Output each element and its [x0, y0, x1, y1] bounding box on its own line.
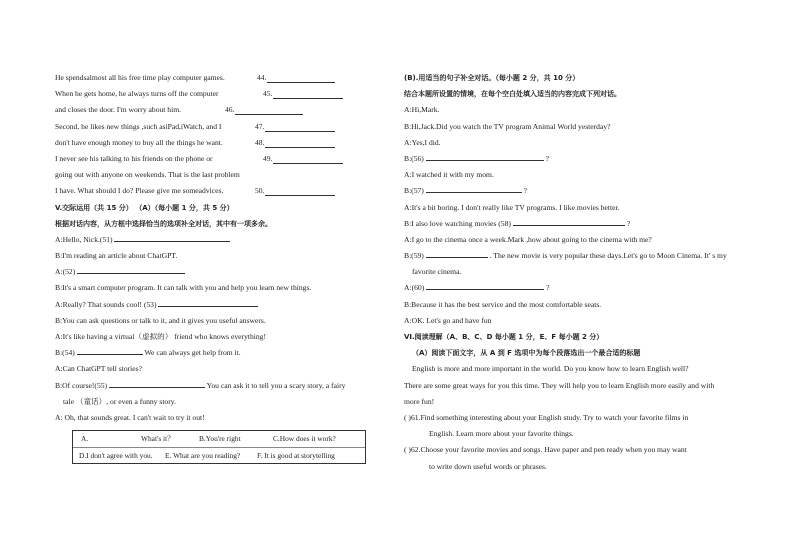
- q50-text: I have. What should I do? Please give me someadvices.: [55, 186, 224, 196]
- option-a-text: What's it？: [141, 434, 175, 443]
- right-column: [404, 70, 744, 475]
- options-row-2: [73, 448, 365, 464]
- going-out-text: going out with anyone on weekends. That is the last problem: [55, 170, 240, 180]
- dialog-line-2: B:I'm reading an article about ChatGPT.: [55, 251, 178, 261]
- dialog-line-9: A:Can ChatGPT tell stories?: [55, 364, 142, 374]
- q45-blank[interactable]: [273, 89, 343, 99]
- r-60-q: ?: [546, 283, 550, 293]
- option-b: B.You're right: [199, 434, 241, 443]
- dialog-line-12: A: Oh, that sounds great. I can't wait to try it out!: [55, 412, 205, 422]
- blank-53[interactable]: [158, 297, 258, 307]
- passage-line-1: English is more and more important in the world. Do you know how to learn English well?: [412, 364, 689, 374]
- left-column: [55, 70, 385, 426]
- dialog-line-51: [55, 232, 385, 248]
- options-box: [72, 430, 366, 464]
- dialog-line-7: A:It's like having a virtual（虚拟的） friend who knows everything!: [55, 332, 267, 341]
- blank-59[interactable]: [426, 248, 488, 258]
- r-line-59: [404, 248, 744, 264]
- q61-line-1: ( )61.Find something interesting about your English study. Try to watch your favorite films in: [404, 412, 689, 422]
- option-d: D.I don't agree with you.: [79, 451, 153, 460]
- section-b-instructions: 结合本题所设置的情境，在每个空白处填入适当的内容完成下列对话。: [404, 90, 621, 99]
- dialog-line-54: [55, 345, 385, 361]
- option-c: C.How does it work?: [273, 434, 336, 443]
- r-line-58: [404, 216, 744, 232]
- r-56-text: B:(56): [404, 153, 424, 163]
- blank-54[interactable]: [77, 345, 143, 355]
- q49-text: I never see his talking to his friends on the phone or: [55, 153, 213, 163]
- blank-51[interactable]: [114, 232, 230, 242]
- r-line-9: A:I go to the cinema once a week.Mark ,how about going to the cinema with me?: [404, 234, 652, 244]
- dialog-53-text: A:Really? That sounds cool! (53): [55, 299, 157, 309]
- q48-text: don't have enough money to buy all the things he want.: [55, 137, 223, 147]
- r-line-3: A:Yes,I did.: [404, 137, 441, 147]
- q44-row: [55, 70, 385, 86]
- option-a: A.: [81, 434, 89, 443]
- r-60-text: A:(60): [404, 283, 425, 293]
- r-line-57: [404, 183, 744, 199]
- blank-57[interactable]: [426, 183, 522, 193]
- q45-number: 45.: [263, 89, 273, 99]
- r-line-1: A:Hi,Mark.: [404, 105, 440, 115]
- section-6-subtitle: （A）阅读下面文字，从 A 到 F 选项中为每个段落选出一个最合适的标题: [412, 349, 641, 358]
- q48-number: 48.: [255, 137, 265, 147]
- q62-line-1: ( )62.Choose your favorite movies and songs. Have paper and pen ready when you may want: [404, 445, 687, 455]
- q50-row: [55, 183, 385, 199]
- r-line-11: favorite cinema.: [412, 267, 462, 277]
- q46-blank[interactable]: [235, 105, 303, 115]
- dialog-line-4: B:It's a smart computer program. It can talk with you and help you learn new things.: [55, 283, 312, 293]
- option-e: E. What are you reading?: [165, 451, 241, 460]
- passage-line-2: There are some great ways for you this time. They will help you to learn English more easily and with: [404, 380, 715, 390]
- r-56-q: ?: [545, 153, 550, 163]
- q46-row: [55, 102, 385, 118]
- dialog-line-6: B:You can ask questions or talk to it, and it gives you useful answers.: [55, 315, 266, 325]
- q48-row: [55, 135, 385, 151]
- q44-text: He spendsalmost all his free time play computer games.: [55, 73, 225, 82]
- q44-blank[interactable]: [267, 73, 335, 83]
- section-5-title: V.交际运用（共 15 分） （A）（每小题 1 分，共 5 分）: [55, 203, 234, 212]
- blank-60[interactable]: [426, 280, 544, 290]
- q45-text: When he gets home, he always turns off the computer: [55, 89, 219, 99]
- r-line-7: A:It's a bit boring. I don't really like TV programs. I like movies better.: [404, 202, 620, 212]
- blank-55[interactable]: [109, 378, 205, 388]
- q62-line-2: to write down useful words or phrases.: [429, 461, 547, 471]
- r-line-2: B:Hi,Jack.Did you watch the TV program Animal World yesterday?: [404, 121, 611, 131]
- r-line-60: [404, 280, 744, 296]
- q47-blank[interactable]: [265, 122, 335, 132]
- q61-line-2: English. Learn more about your favorite things.: [429, 429, 574, 439]
- dialog-51-text: A:Hello, Nick.(51): [55, 234, 113, 244]
- r-57-text: B:(57): [404, 186, 424, 196]
- dialog-54-text: B:(54): [55, 348, 75, 358]
- q47-text: Second, he likes new things ,such asiPad,iWatch, and I: [55, 121, 222, 131]
- dialog-54-tail: We can always get help from it.: [144, 348, 241, 358]
- q47-row: [55, 119, 385, 135]
- r-57-q: ?: [523, 186, 528, 196]
- dialog-52-text: A:(52): [55, 267, 76, 277]
- q50-blank[interactable]: [265, 186, 335, 196]
- q45-row: [55, 86, 385, 102]
- q49-row: [55, 151, 385, 167]
- q47-number: 47.: [255, 121, 265, 131]
- section-5-instructions: 根据对话内容，从方框中选择恰当的选项补全对话，其中有一项多余。: [55, 219, 272, 228]
- option-f: F. It is good at storytelling: [257, 451, 335, 460]
- options-row-1: [73, 431, 365, 448]
- dialog-line-11: tale （童话）, or even a funny story.: [63, 396, 176, 406]
- q49-number: 49.: [263, 153, 273, 163]
- q46-number: 46.: [225, 105, 235, 115]
- q49-blank[interactable]: [273, 154, 343, 164]
- r-line-14: A:OK. Let's go and have fun: [404, 315, 492, 325]
- q48-blank[interactable]: [265, 138, 335, 148]
- r-59-text: B:(59): [404, 251, 424, 261]
- dialog-line-53: [55, 297, 385, 313]
- r-line-5: A:I watched it with my mom.: [404, 170, 494, 180]
- r-58-q: ?: [626, 218, 631, 228]
- q44-number: 44.: [257, 73, 267, 82]
- r-line-13: B:Because it has the best service and the most comfortable seats.: [404, 299, 602, 309]
- section-6-title: VI.阅读理解（A、B、C、D 每小题 1 分，E、F 每小题 2 分）: [404, 333, 604, 341]
- r-line-56: [404, 151, 744, 167]
- section-b-title: (B).用适当的句子补全对话。（每小题 2 分，共 10 分）: [404, 74, 580, 82]
- blank-58[interactable]: [513, 216, 625, 226]
- dialog-55-text: B:Of course!(55): [55, 380, 108, 390]
- q46-text: and closes the door. I'm worry about him.: [55, 105, 182, 115]
- r-58-text: B:I also love watching movies (58): [404, 218, 511, 228]
- r-59-tail: . The new movie is very popular these days.Let's go to Moon Cinema. It' s my: [489, 251, 727, 261]
- blank-52[interactable]: [77, 264, 185, 274]
- blank-56[interactable]: [426, 151, 544, 161]
- going-out-row: [55, 167, 385, 183]
- dialog-line-52: [55, 264, 385, 280]
- q50-number: 50.: [255, 186, 265, 196]
- passage-line-3: more fun!: [404, 396, 435, 406]
- dialog-55-tail: You can ask it to tell you a scary story, a fairy: [206, 380, 346, 390]
- dialog-line-55: [55, 378, 385, 394]
